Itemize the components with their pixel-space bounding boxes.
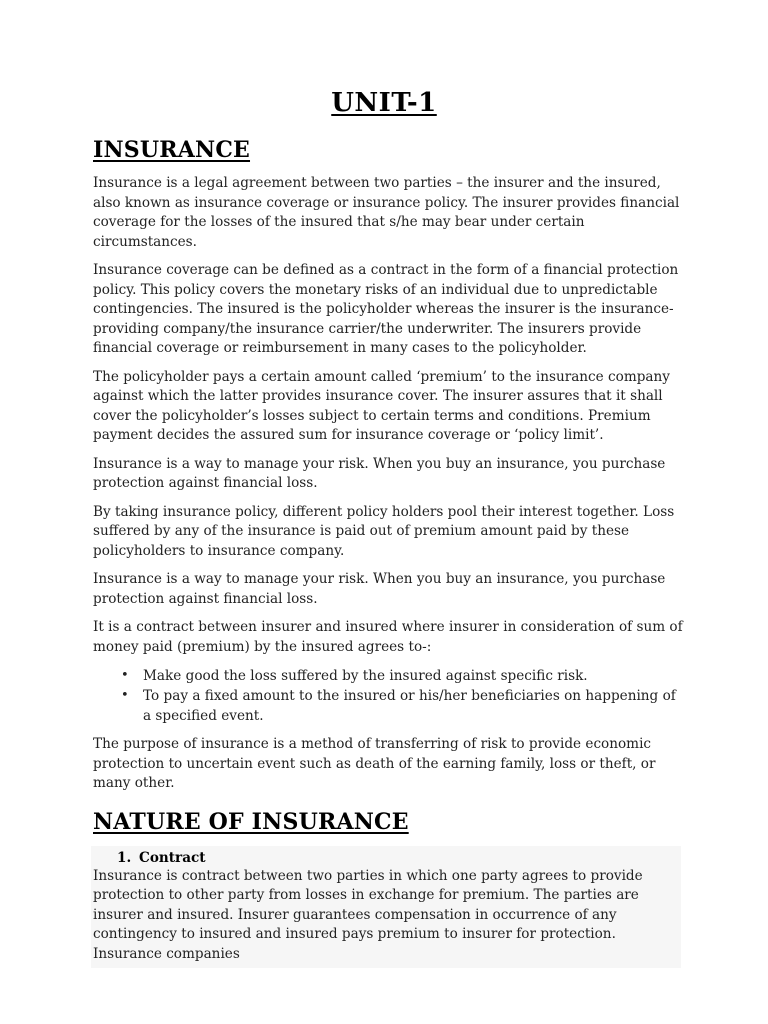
paragraph: Insurance is a legal agreement between two parties – the insurer and the insured, also known as insurance coverage or insurance policy. The insurer provides financial coverage for the losses of the insured that s/he may bear under certain circumstances. [93,175,680,250]
paragraph: Insurance is a way to manage your risk. When you buy an insurance, you purchase protection against financial loss. [93,455,666,491]
bullet-icon: • [121,668,129,683]
unit-title: UNIT-1 [331,88,437,118]
paragraph: It is a contract between insurer and insured where insurer in consideration of sum of money paid (premium) by the insured agrees to-: [93,619,683,655]
list-item-text: Make good the loss suffered by the insured against specific risk. [143,668,588,684]
list-item-text: To pay a fixed amount to the insured or his/her beneficiaries on happening of a specified event. [143,688,676,724]
paragraph: The policyholder pays a certain amount called ‘premium’ to the insurance company against which the latter provides insurance cover. The insurer assures that it shall cover the policyholder’s losses subject to certain terms and conditions. Premium payment decides the assured sum for insurance coverage or ‘policy limit’. [93,368,670,443]
item-number: 1. [117,849,132,866]
paragraph: Insurance coverage can be defined as a contract in the form of a financial protection policy. This policy covers the monetary risks of an individual due to unpredictable contingencies. The insured is the policyholder whereas the insurer is the insurance-providing company/the insurance carrier/the underwriter. The insurers provide financial coverage or reimbursement in many cases to the policyholder. [93,262,679,356]
bullet-list [93,666,683,726]
closing-paragraph: The purpose of insurance is a method of transferring of risk to provide economic protection to uncertain event such as death of the earning family, loss or theft, or many other. [93,736,656,791]
paragraph: Insurance is a way to manage your risk. When you buy an insurance, you purchase protection against financial loss. [93,571,666,607]
item-title: Contract [139,849,206,866]
nature-item [91,846,681,969]
item-text: Insurance is contract between two parties in which one party agrees to provide protection to other party from losses in exchange for premium. The parties are insurer and insured. Insurer guarantees compensation in occurrence of any contingency to insured and insured pays premium to insurer for protection. Insurance companies [93,867,643,962]
numbered-heading [93,849,679,867]
bullet-icon: • [121,688,129,703]
list-item [93,686,683,726]
insurance-heading: INSURANCE [93,137,251,163]
nature-heading: NATURE OF INSURANCE [93,808,409,835]
document-body [93,136,683,968]
paragraph: By taking insurance policy, different policy holders pool their interest together. Loss suffered by any of the insurance is paid out of premium amount paid by these policyholders to insurance company. [93,503,675,559]
list-item [93,666,683,686]
